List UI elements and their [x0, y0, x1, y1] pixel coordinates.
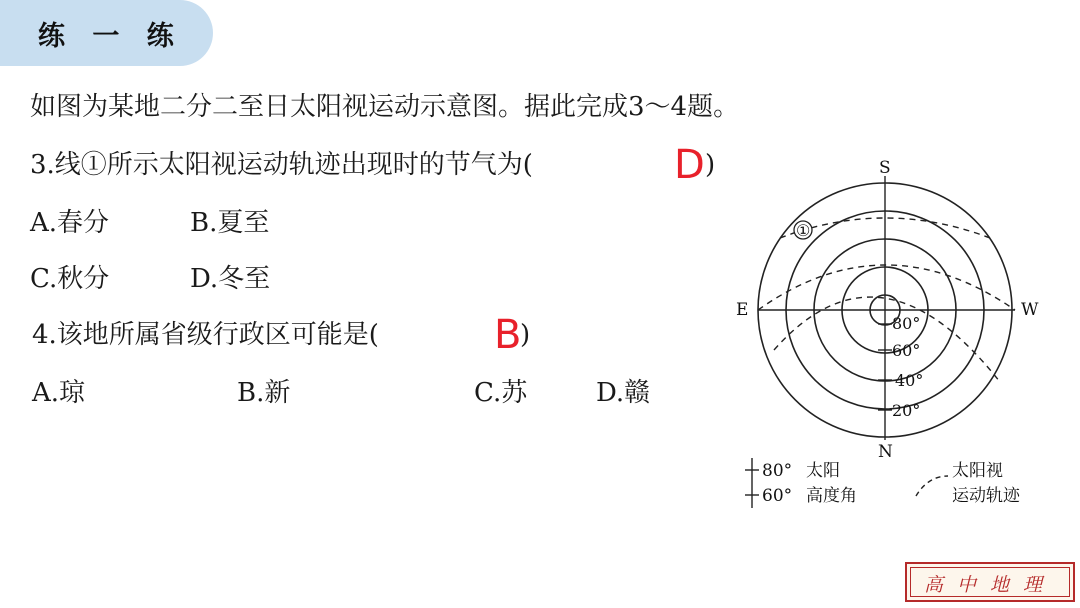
label-south: S	[879, 158, 891, 178]
q4-option-b: B.新	[237, 378, 291, 408]
label-east: E	[736, 300, 749, 320]
page-title: 练 一 练	[38, 21, 183, 52]
intro-text: 如图为某地二分二至日太阳视运动示意图。据此完成3～4题。	[30, 92, 740, 122]
q3-option-a: A.春分	[30, 208, 110, 238]
q4-option-a: A.琼	[32, 378, 86, 408]
legend-altitude-tick-80: 80°	[762, 461, 793, 481]
q4-stem: 4.该地所属省级行政区可能是(	[32, 320, 379, 350]
label-west: W	[1021, 300, 1039, 320]
q4-option-c: C.苏	[474, 378, 528, 408]
altitude-label-40: 40°	[895, 371, 924, 390]
q4-option-d: D.赣	[596, 378, 651, 408]
watermark-stamp	[905, 562, 1075, 602]
legend-path-text-2: 运动轨迹	[952, 486, 1020, 506]
marker-1: ①	[796, 221, 811, 240]
label-north: N	[878, 442, 893, 462]
sun-path-diagram	[730, 150, 1060, 510]
legend-altitude-text-2: 高度角	[806, 486, 857, 506]
q3-option-c: C.秋分	[30, 264, 110, 294]
altitude-label-60: 60°	[892, 341, 921, 360]
stamp-text: 高中地理	[923, 574, 1056, 596]
q3-option-d: D.冬至	[190, 264, 271, 294]
legend-altitude-tick-60: 60°	[762, 486, 793, 506]
q3-stem-close: )	[705, 150, 716, 180]
q3-option-b: B.夏至	[190, 208, 270, 238]
q3-stem: 3.线①所示太阳视运动轨迹出现时的节气为(	[30, 150, 533, 180]
header-tab	[0, 0, 213, 66]
legend-altitude-text-1: 太阳	[806, 461, 840, 481]
q4-answer: B	[494, 312, 522, 358]
legend-path-text-1: 太阳视	[952, 461, 1003, 481]
altitude-label-80: 80°	[892, 314, 921, 333]
q3-answer: D	[674, 142, 705, 188]
altitude-label-20: 20°	[892, 401, 921, 420]
q4-stem-close: )	[520, 320, 531, 350]
legend-dashed-arc	[916, 476, 948, 496]
